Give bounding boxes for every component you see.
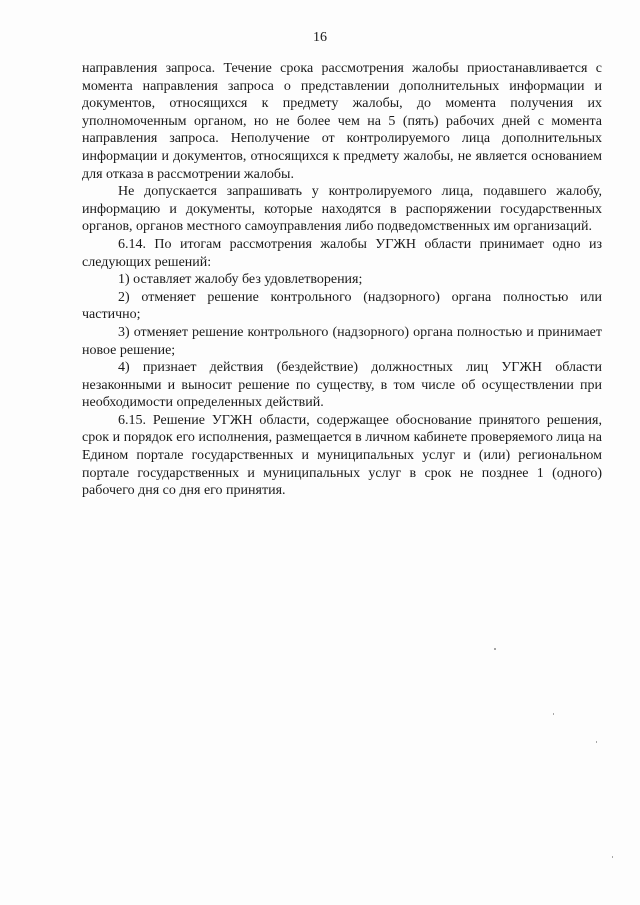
paragraph-4: 1) оставляет жалобу без удовлетворения; [118, 272, 363, 288]
paragraph-7: 4) признает действия (бездействие) должностных лиц УГЖН области незаконными и выносит решение по существу, в том числе об осуществлении при необходимости определенных действий. [82, 360, 602, 411]
paragraph-1: направления запроса. Течение срока рассмотрения жалобы приостанавливается с момента направления запроса о представлении дополнительных информации и документов, относящихся к предмету жалобы, до момента получения их уполномоченным органом, но не более чем на 5 (пять) рабочих дней с момента направления запроса. Неполучение от контролируемого лица дополнительных информации и документов, относящихся к предмету жалобы, не является основанием для отказа в рассмотрении жалобы. [82, 61, 602, 182]
scan-speck [596, 741, 597, 743]
scan-speck [612, 856, 613, 858]
document-body [82, 60, 602, 500]
paragraph-8: 6.15. Решение УГЖН области, содержащее обоснование принятого решения, срок и порядок его исполнения, размещается в личном кабинете проверяемого лица на Едином портале государственных и муниципальных услуг и (или) региональном портале государственных и муниципальных услуг в срок не позднее 1 (одного) рабочего дня со дня его принятия. [82, 412, 602, 499]
scan-speck [494, 648, 496, 650]
paragraph-2: Не допускается запрашивать у контролируемого лица, подавшего жалобу, информацию и документы, которые находятся в распоряжении государственных органов, органов местного самоуправления либо подведомственных им организаций. [82, 184, 602, 235]
page-number: 16 [313, 30, 327, 45]
paragraph-5: 2) отменяет решение контрольного (надзорного) органа полностью или частично; [82, 289, 602, 323]
paragraph-3: 6.14. По итогам рассмотрения жалобы УГЖН области принимает одно из следующих решений: [82, 236, 602, 270]
paragraph-6: 3) отменяет решение контрольного (надзорного) органа полностью и принимает новое решение; [82, 324, 602, 358]
scan-speck [553, 713, 554, 715]
